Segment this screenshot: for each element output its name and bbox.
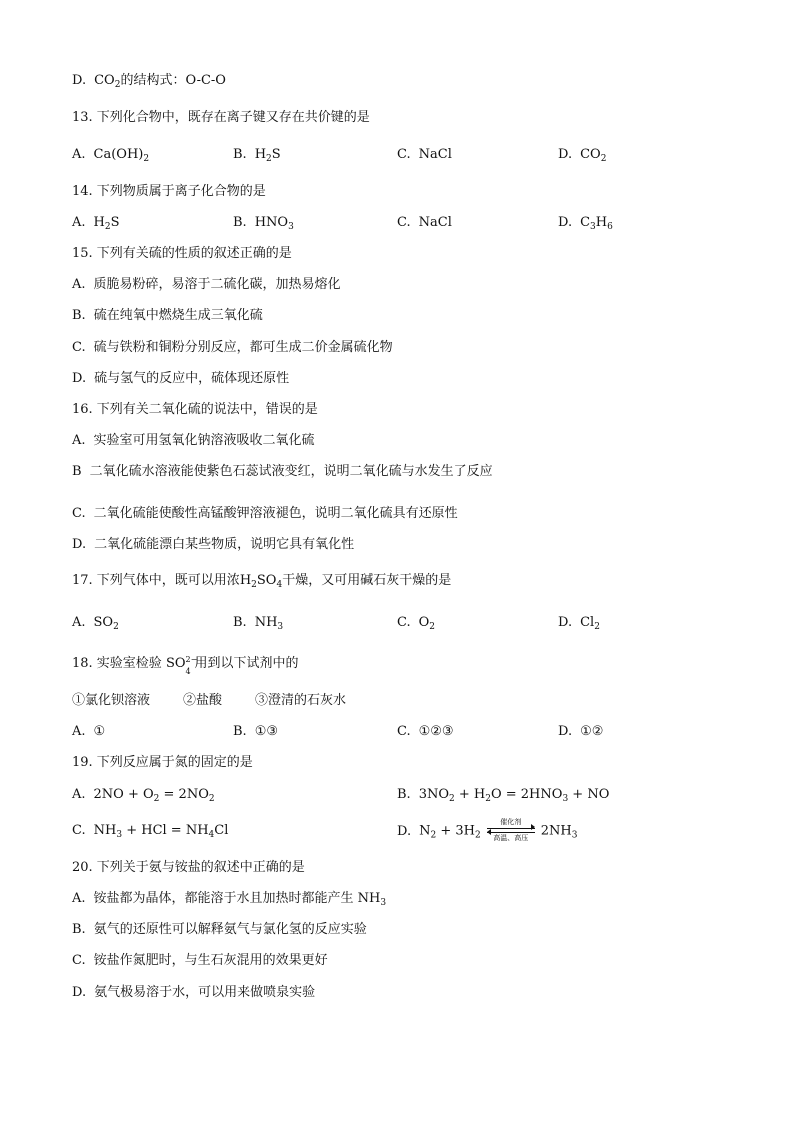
text-fragment: 硫与氢气的反应中，硫体现还原性	[94, 371, 290, 386]
text-fragment: 2	[113, 622, 119, 632]
q20-option-d	[72, 984, 315, 1002]
text-fragment: A.	[72, 787, 86, 802]
text-fragment: 3	[380, 898, 387, 908]
text-fragment: D.	[72, 985, 87, 1000]
q17-option-d	[558, 614, 600, 632]
text-fragment: 质脆易粉碎，易溶于二硫化碳，加热易熔化	[93, 277, 341, 292]
text-fragment: D.	[72, 537, 87, 552]
q12-option-d	[72, 72, 226, 90]
q13-option-b	[233, 146, 281, 164]
q20-option-b	[72, 921, 367, 939]
text-fragment: + H	[454, 787, 486, 802]
q15-option-d	[72, 370, 289, 388]
text-fragment: 17. 下列气体中，既可以用浓	[72, 573, 240, 588]
text-fragment: 3	[590, 222, 596, 232]
text-fragment: 催化剂	[500, 818, 522, 826]
q16-option-c	[72, 505, 458, 523]
text-fragment: 用到以下试剂中的	[194, 656, 299, 671]
text-fragment: B.	[397, 787, 411, 802]
text-fragment: 4	[185, 666, 191, 676]
q17-option-b	[233, 614, 283, 632]
q18-reagent-2: ②盐酸	[183, 693, 223, 708]
text-fragment: ①②	[580, 724, 604, 739]
text-fragment: O	[418, 615, 430, 630]
text-fragment: Ca(OH)	[93, 147, 144, 162]
text-fragment: NaCl	[418, 215, 452, 230]
reversible-reaction-arrow	[483, 818, 539, 842]
text-fragment: 2	[104, 222, 111, 232]
q15-option-a	[72, 276, 341, 294]
q18-option-b	[233, 723, 278, 741]
text-fragment: = 2NO	[159, 787, 209, 802]
text-fragment: Cl	[214, 823, 229, 838]
text-fragment: D.	[397, 823, 412, 839]
text-fragment: CO	[94, 73, 115, 88]
q17-option-a	[72, 614, 119, 632]
q19-option-d	[397, 818, 578, 842]
text-fragment: ①	[93, 724, 106, 739]
text-fragment: 3	[116, 830, 123, 840]
text-fragment: 3	[571, 830, 578, 841]
text-fragment: A.	[72, 724, 86, 739]
text-fragment: 3	[288, 222, 294, 232]
q19-option-c	[72, 822, 228, 840]
text-fragment: D.	[558, 215, 573, 230]
text-fragment: 2NO + O	[93, 787, 154, 802]
text-fragment: C.	[397, 147, 411, 162]
text-fragment: S	[271, 147, 281, 162]
text-fragment: 氨气极易溶于水，可以用来做喷泉实验	[94, 985, 316, 1000]
text-fragment: C.	[397, 724, 411, 739]
q16-option-d	[72, 536, 354, 554]
text-fragment: 4	[208, 830, 215, 840]
text-fragment: 2	[430, 830, 437, 841]
text-fragment: 2	[485, 794, 491, 804]
text-fragment: 2	[114, 80, 121, 90]
q16-option-a	[72, 432, 315, 450]
text-fragment: D.	[558, 724, 573, 739]
text-fragment: 3	[277, 622, 284, 632]
text-fragment: C.	[397, 215, 411, 230]
text-fragment: C	[580, 215, 591, 230]
text-fragment: 铵盐都为晶体，都能溶于水且加热时都能产生 NH	[93, 891, 381, 906]
text-fragment: 2	[251, 580, 257, 590]
q18-option-c	[397, 723, 454, 741]
q19-option-b	[397, 786, 609, 804]
text-fragment: 3	[562, 794, 569, 804]
q18-option-d	[558, 723, 603, 741]
text-fragment: D.	[72, 73, 87, 88]
q18-reagent-3: ③澄清的石灰水	[255, 693, 347, 708]
text-fragment: + NO	[568, 787, 610, 802]
text-fragment: 3NO	[418, 787, 449, 802]
q19-option-a	[72, 786, 215, 804]
text-fragment: A.	[72, 891, 86, 906]
text-fragment: 2	[594, 622, 600, 632]
text-fragment: H	[595, 215, 608, 230]
q20-option-c	[72, 952, 328, 970]
text-fragment: 二氧化硫能使酸性高锰酸钾溶液褪色，说明二氧化硫具有还原性	[93, 506, 458, 521]
text-fragment: 6	[607, 222, 613, 232]
text-fragment: 2	[600, 154, 607, 164]
text-fragment: C.	[72, 506, 86, 521]
text-fragment: A.	[72, 215, 86, 230]
text-fragment: C.	[72, 953, 86, 968]
q17-stem	[72, 572, 451, 590]
text-fragment: NaCl	[418, 147, 452, 162]
q14-option-c	[397, 214, 452, 232]
text-fragment: C.	[72, 823, 86, 838]
text-fragment: A.	[72, 277, 86, 292]
text-fragment: H	[239, 573, 252, 588]
q20-stem: 20. 下列关于氨与铵盐的叙述中正确的是	[72, 860, 305, 875]
text-fragment: B.	[72, 922, 86, 937]
q14-option-a	[72, 214, 120, 232]
text-fragment: Cl	[580, 615, 595, 630]
q14-option-b	[233, 214, 294, 232]
text-fragment: ①③	[254, 724, 278, 739]
text-fragment: 实验室可用氢氧化钠溶液吸收二氧化硫	[93, 433, 315, 448]
text-fragment: H	[254, 147, 267, 162]
text-fragment: B	[72, 464, 82, 479]
text-fragment: D.	[72, 371, 87, 386]
text-fragment: A.	[72, 615, 86, 630]
text-fragment: 2NH	[540, 823, 572, 839]
text-fragment: NH	[93, 823, 117, 838]
text-fragment: 干燥，又可用碱石灰干燥的是	[282, 573, 452, 588]
text-fragment: + 3H	[436, 823, 475, 839]
text-fragment: 的结构式：O-C-O	[120, 73, 226, 88]
q16-stem: 16. 下列有关二氧化硫的说法中，错误的是	[72, 402, 318, 417]
text-fragment: B.	[233, 615, 247, 630]
q14-stem: 14. 下列物质属于离子化合物的是	[72, 184, 266, 199]
text-fragment: ①②③	[418, 724, 454, 739]
text-fragment: SO	[165, 656, 186, 671]
q18-option-a	[72, 723, 105, 741]
q17-option-c	[397, 614, 435, 632]
q20-option-a	[72, 890, 386, 908]
text-fragment: 2	[266, 154, 272, 164]
text-fragment: C.	[397, 615, 411, 630]
q15-option-b	[72, 307, 263, 325]
q13-option-c	[397, 146, 452, 164]
text-fragment: B.	[233, 724, 247, 739]
text-fragment: NH	[254, 615, 278, 630]
text-fragment: N	[419, 823, 431, 839]
text-fragment: CO	[580, 147, 601, 162]
q13-option-a	[72, 146, 149, 164]
q19-stem: 19. 下列反应属于氮的固定的是	[72, 755, 253, 770]
text-fragment: D.	[558, 615, 573, 630]
text-fragment: 高温、高压	[493, 834, 529, 842]
text-fragment: SO	[93, 615, 114, 630]
q16-option-b	[72, 463, 493, 481]
text-fragment: A.	[72, 147, 86, 162]
q13-stem: 13. 下列化合物中，既存在离子键又存在共价键的是	[72, 110, 370, 125]
text-fragment: 硫在纯氧中燃烧生成三氧化硫	[93, 308, 263, 323]
text-fragment: C.	[72, 340, 86, 355]
text-fragment: 硫与铁粉和铜粉分别反应，都可生成二价金属硫化物	[93, 340, 393, 355]
text-fragment: B.	[233, 147, 247, 162]
q13-option-d	[558, 146, 606, 164]
text-fragment: 2−	[185, 654, 198, 664]
text-fragment: S	[110, 215, 120, 230]
text-fragment: 2	[429, 622, 436, 632]
text-fragment: B.	[72, 308, 86, 323]
text-fragment: H	[93, 215, 105, 230]
text-fragment: B.	[233, 215, 247, 230]
text-fragment: 二氧化硫能漂白某些物质，说明它具有氧化性	[94, 537, 355, 552]
text-fragment: 氨气的还原性可以解释氨气与氯化氢的反应实验	[93, 922, 367, 937]
text-fragment: 2	[474, 830, 481, 841]
text-fragment: SO	[256, 573, 277, 588]
text-fragment: 铵盐作氮肥时，与生石灰混用的效果更好	[93, 953, 328, 968]
text-fragment: A.	[72, 433, 86, 448]
text-fragment: HNO	[254, 215, 289, 230]
text-fragment: + HCl = NH	[122, 823, 209, 838]
text-fragment: 4	[276, 580, 283, 590]
text-fragment: 2	[143, 154, 150, 164]
q15-option-c	[72, 339, 393, 357]
text-fragment: 二氧化硫水溶液能使紫色石蕊试液变红，说明二氧化硫与水发生了反应	[89, 464, 493, 479]
text-fragment: D.	[558, 147, 573, 162]
q18-stem	[72, 654, 299, 676]
text-fragment: 18. 实验室检验	[72, 656, 162, 671]
text-fragment: 2	[449, 794, 455, 804]
text-fragment: 2	[153, 794, 160, 804]
text-fragment: O = 2HNO	[490, 787, 563, 802]
q18-reagent-1: ①氯化钡溶液	[72, 693, 151, 708]
q14-option-d	[558, 214, 613, 232]
q15-stem: 15. 下列有关硫的性质的叙述正确的是	[72, 246, 292, 261]
text-fragment: 2	[208, 794, 215, 804]
